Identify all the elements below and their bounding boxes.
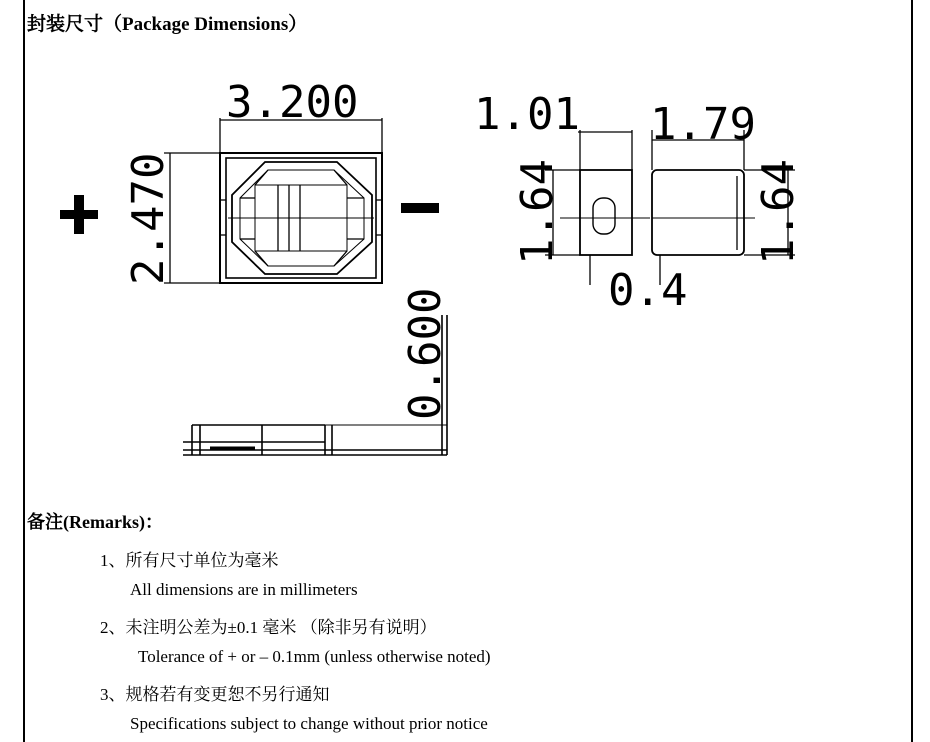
side-height-right-label: 1.64 (753, 159, 804, 265)
minus-icon (401, 203, 439, 213)
remark-2-en: Tolerance of + or – 0.1mm (unless otherwise noted) (138, 647, 491, 666)
remark-1-en: All dimensions are in millimeters (130, 580, 358, 599)
side-width-label: 1.01 (474, 89, 580, 140)
page-title: 封装尺寸（Package Dimensions） (27, 14, 308, 35)
pad-width-label: 0.4 (608, 265, 688, 316)
top-view (164, 118, 382, 283)
thickness-label: 0.600 (400, 287, 451, 420)
remark-1-zh: 1、所有尺寸单位为毫米 (100, 551, 279, 570)
left-height-label: 2.470 (123, 152, 174, 285)
side-depth-label: 1.79 (650, 99, 756, 150)
remark-2-zh: 2、未注明公差为±0.1 毫米 （除非另有说明） (100, 618, 437, 637)
plus-icon-vertical (74, 195, 84, 234)
top-width-label: 3.200 (226, 77, 359, 128)
remark-3-en: Specifications subject to change without prior notice (130, 714, 488, 733)
remark-3-zh: 3、规格若有变更恕不另行通知 (100, 685, 330, 704)
remarks-title: 备注(Remarks)： (27, 512, 163, 532)
side-height-left-label: 1.64 (512, 159, 563, 265)
